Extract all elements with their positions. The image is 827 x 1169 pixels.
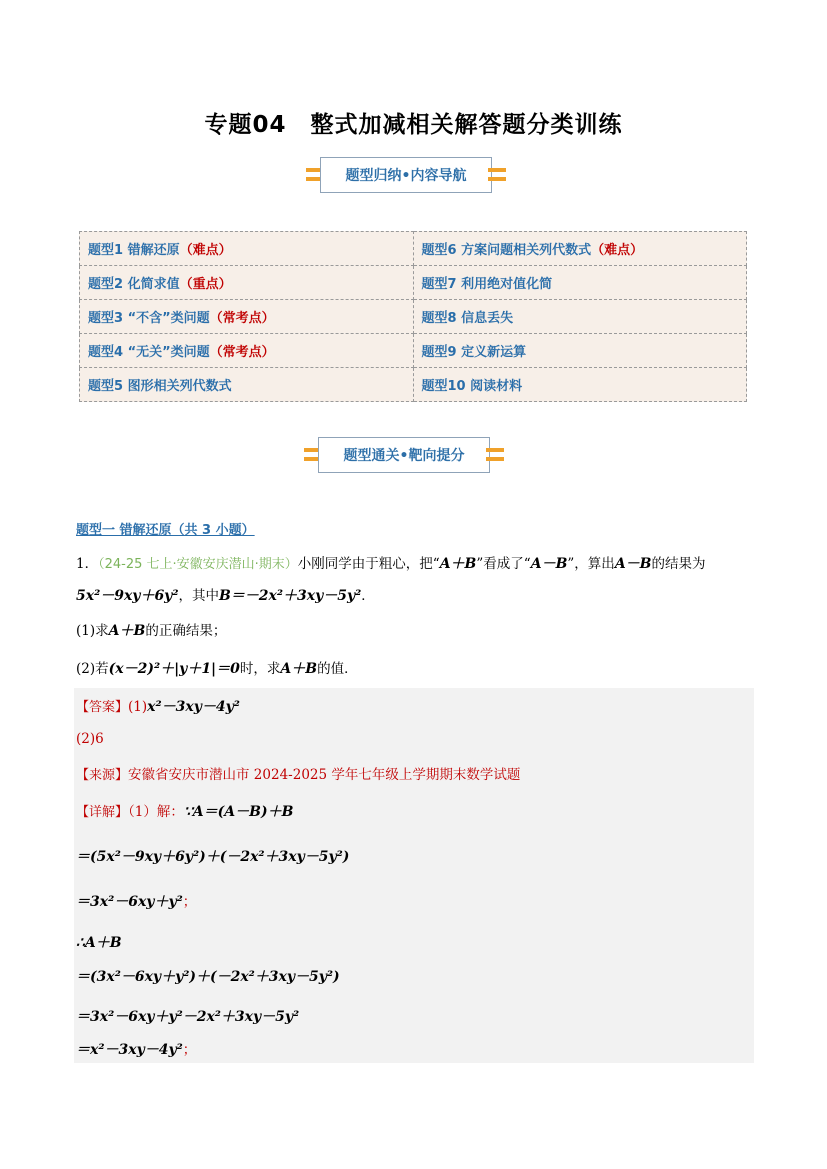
solution-step: ∴A＋B	[76, 935, 122, 951]
detail-label: 【详解】	[76, 805, 129, 820]
math-expr: A＋B	[108, 623, 146, 639]
question-line-2	[76, 584, 375, 605]
question-text: ”，算出	[567, 556, 615, 572]
solution-step: ＝(3x²－6xy＋y²)＋(－2x²＋3xy－5y²)	[76, 969, 340, 985]
solution-step: ＝(5x²－9xy＋6y²)＋(－2x²＋3xy－5y²)	[76, 849, 350, 865]
question-text: 的正确结果；	[145, 623, 227, 639]
math-expr: A＋B	[280, 661, 318, 677]
source-label: 【来源】	[76, 768, 129, 783]
math-expr: A－B	[614, 556, 652, 572]
solution-step	[76, 890, 196, 911]
question-part-2	[76, 657, 358, 678]
banner-text: 题型归纳•内容导航	[320, 157, 492, 193]
nav-row	[80, 368, 747, 402]
question-text: 的值．	[317, 661, 358, 677]
question-number: 1．	[76, 556, 99, 572]
math-expr: (x－2)²＋|y＋1|＝0	[108, 661, 240, 677]
math-expr: ∵A＝(A－B)＋B	[183, 804, 294, 820]
banner-right-deco	[486, 447, 504, 463]
banner-right-deco	[488, 167, 506, 183]
math-expr: 5x²－9xy＋6y²	[76, 588, 179, 604]
question-text: 小刚同学由于粗心，把“	[297, 556, 440, 572]
math-expr: A＋B	[439, 556, 477, 572]
punctuation: ；	[182, 1042, 197, 1058]
question-text: ，其中	[178, 588, 219, 604]
nav-item[interactable]: 题型8 信息丢失	[413, 300, 747, 334]
question-text: (2)若	[76, 661, 109, 677]
math-expr: ＝3x²－6xy＋y²	[76, 894, 183, 910]
detail-text: （1）解：	[128, 804, 184, 820]
nav-item[interactable]: 题型3 “不含”类问题（常考点）	[80, 300, 414, 334]
nav-item[interactable]: 题型7 利用绝对值化简	[413, 266, 747, 300]
nav-row	[80, 300, 747, 334]
topic-nav-table	[79, 231, 747, 402]
question-source[interactable]: （24-25 七上·安徽安庆潜山·期末）	[98, 557, 298, 572]
answer-part-2: (2)6	[76, 731, 104, 747]
source-text: 安徽省安庆市潜山市 2024-2025 学年七年级上学期期末数学试题	[128, 767, 521, 783]
nav-row	[80, 266, 747, 300]
page-title: 专题04 整式加减相关解答题分类训练	[204, 112, 623, 138]
nav-item[interactable]: 题型6 方案问题相关列代数式（难点）	[413, 232, 747, 266]
question-line-1	[76, 552, 706, 573]
nav-item[interactable]: 题型1 错解还原（难点）	[80, 232, 414, 266]
nav-item[interactable]: 题型4 “无关”类问题（常考点）	[80, 334, 414, 368]
banner-text: 题型通关•靶向提分	[318, 437, 490, 473]
nav-row	[80, 232, 747, 266]
solution-step: ＝3x²－6xy＋y²－2x²＋3xy－5y²	[76, 1009, 300, 1025]
nav-item[interactable]: 题型2 化简求值（重点）	[80, 266, 414, 300]
question-text: ．	[361, 588, 375, 604]
question-text: ”看成了“	[476, 556, 531, 572]
nav-item[interactable]: 题型5 图形相关列代数式	[80, 368, 414, 402]
solution-step	[76, 1038, 196, 1059]
math-expr: A－B	[530, 556, 568, 572]
nav-row	[80, 334, 747, 368]
banner-content-nav	[306, 157, 506, 193]
nav-item[interactable]: 题型9 定义新运算	[413, 334, 747, 368]
math-expr: B＝－2x²＋3xy－5y²	[218, 588, 362, 604]
source-line	[76, 763, 520, 783]
question-text: 时，求	[239, 661, 281, 677]
question-text: (1)求	[76, 623, 109, 639]
question-part-1	[76, 619, 226, 640]
question-text: 的结果为	[651, 556, 706, 572]
math-expr: x²－3xy－4y²	[147, 699, 240, 715]
nav-item[interactable]: 题型10 阅读材料	[413, 368, 747, 402]
detail-line	[76, 800, 293, 821]
section-heading[interactable]: 题型一 错解还原（共 3 小题）	[76, 523, 255, 538]
answer-part: (1)	[128, 699, 148, 715]
banner-practice	[304, 437, 504, 473]
math-expr: ＝x²－3xy－4y²	[76, 1042, 183, 1058]
punctuation: ；	[182, 894, 197, 910]
answer-line	[76, 696, 240, 716]
answer-label: 【答案】	[76, 700, 129, 715]
